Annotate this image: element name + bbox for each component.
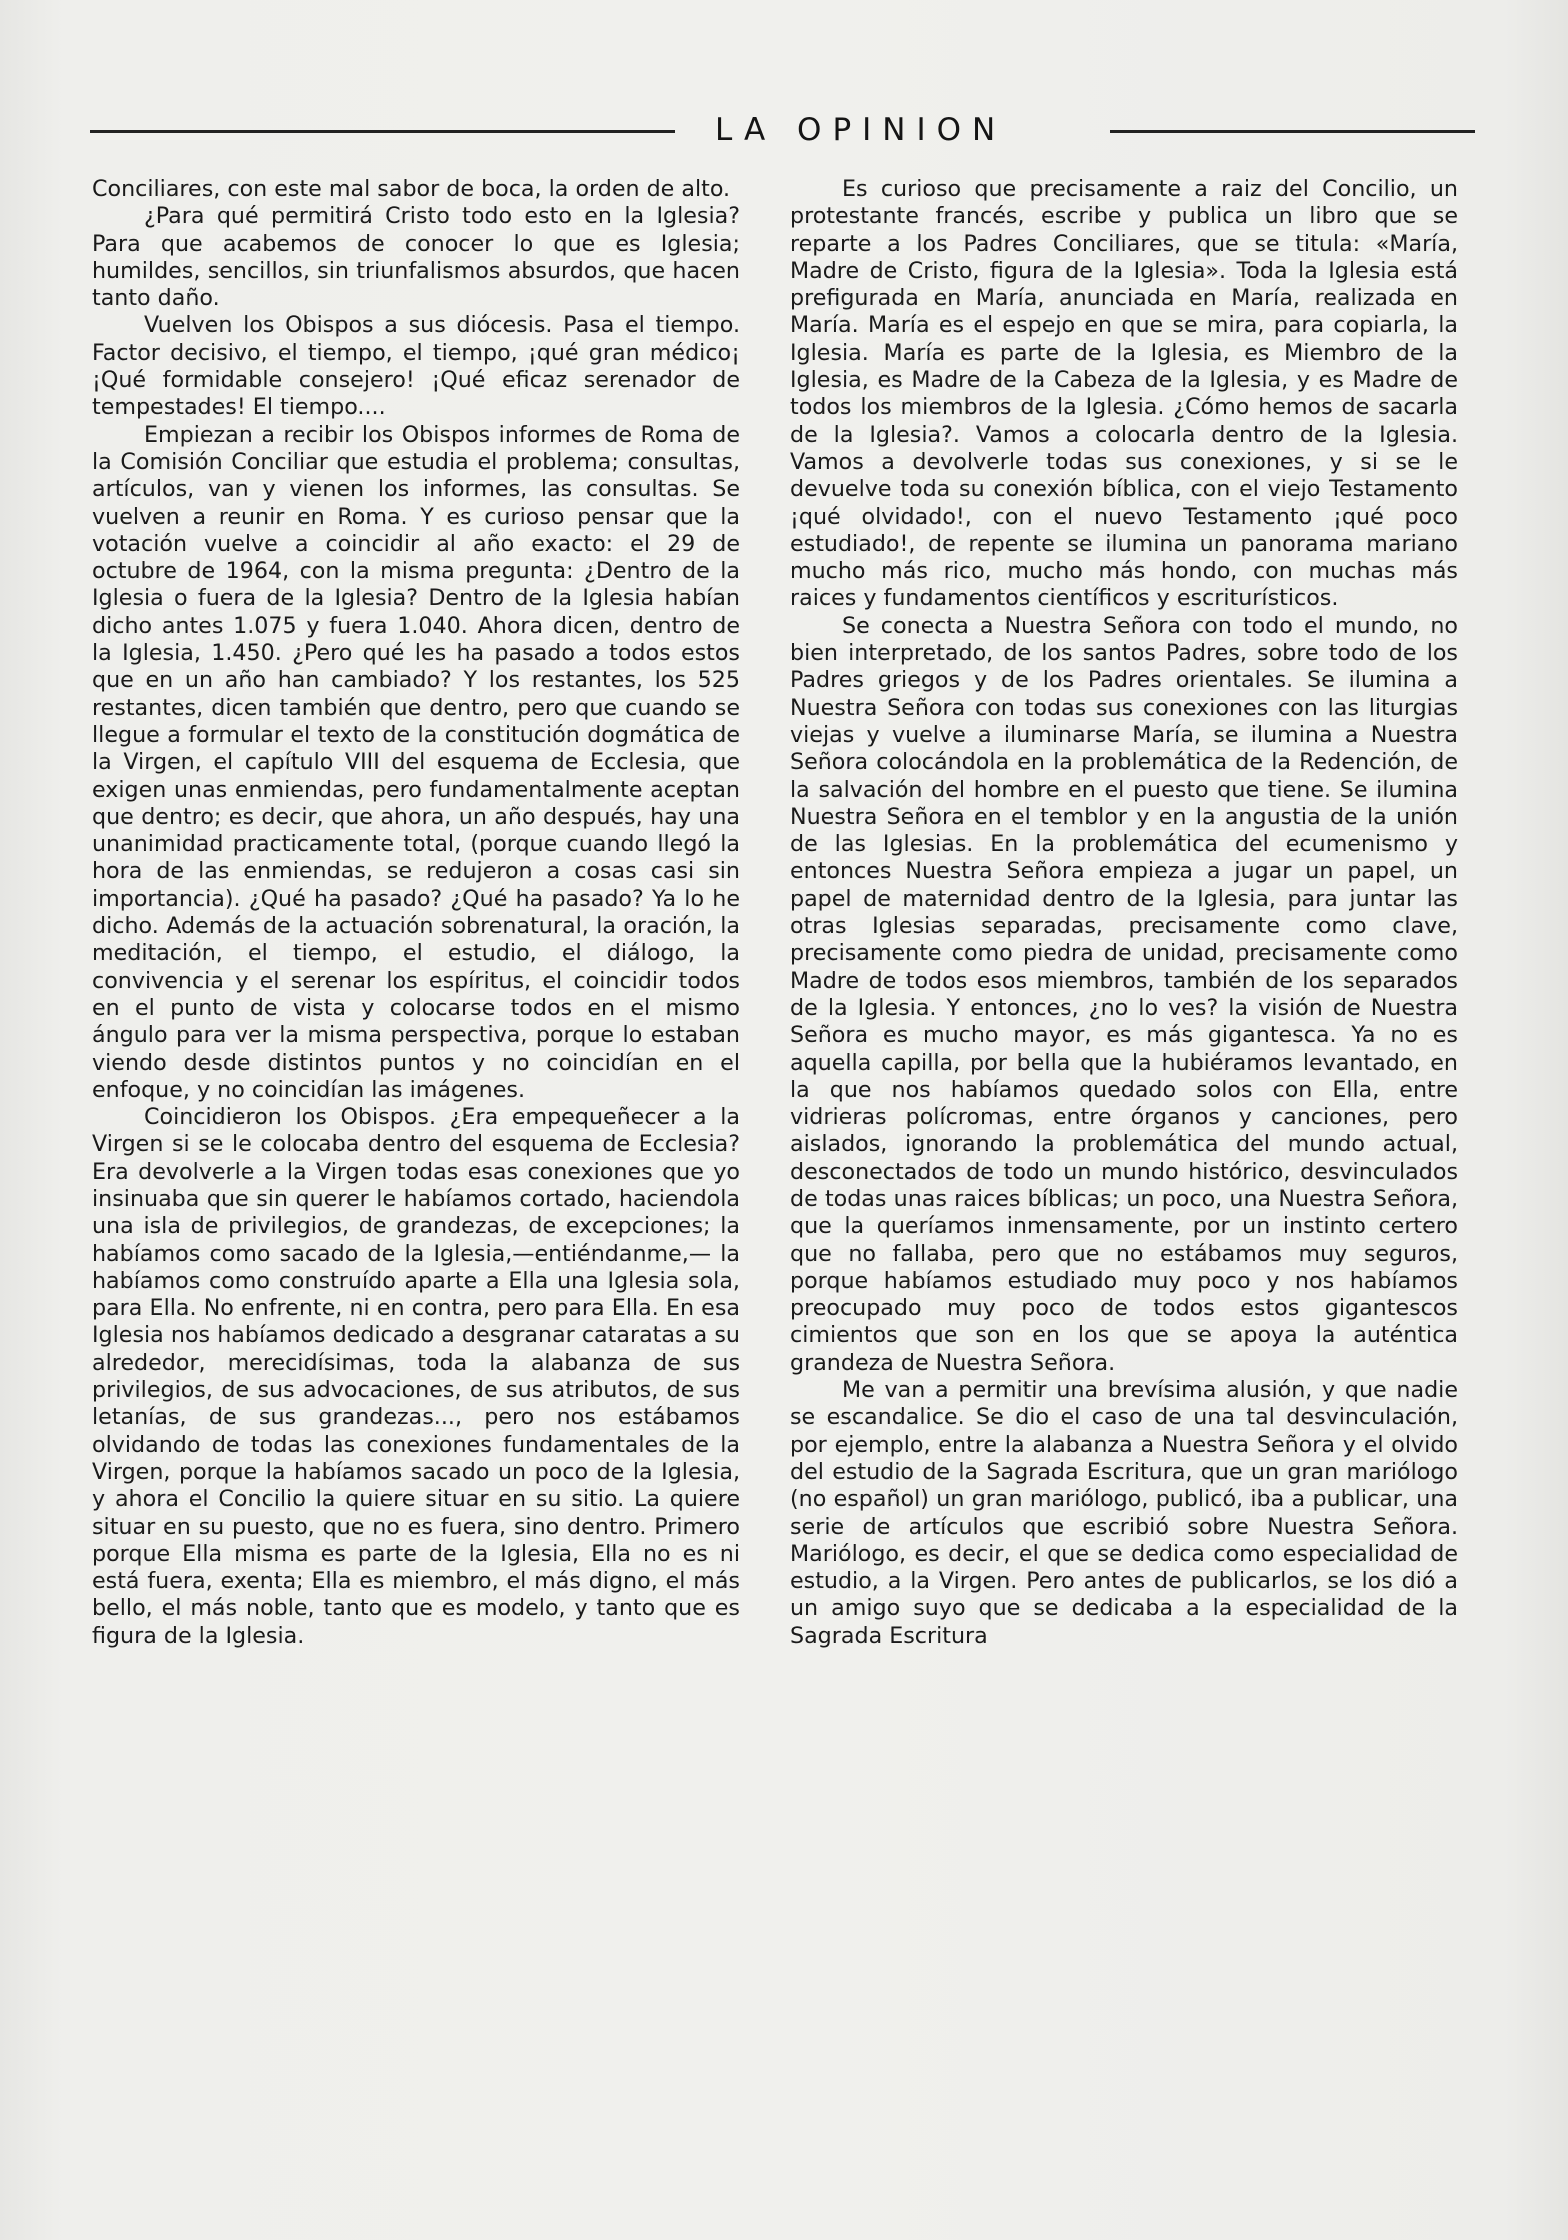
header-rule-right xyxy=(1110,130,1475,133)
paragraph: Vuelven los Obispos a sus diócesis. Pasa el tiempo. Factor decisivo, el tiempo, el tiempo, ¡qué gran médico¡ ¡Qué formidable consejero! ¡Qué eficaz serenador de tempestades! El tiempo.... xyxy=(92,312,740,421)
paragraph: Me van a permitir una brevísima alusión, y que nadie se escandalice. Se dio el caso de una tal desvinculación, por ejemplo, entre la alabanza a Nuestra Señora y el olvido del estudio de la Sagrada Escritura, que un gran mariólogo (no español) un gran mariólogo, publicó, iba a publicar, una serie de artículos que escribió sobre Nuestra Señora. Mariólogo, es decir, el que se dedica como especialidad de estudio, a la Virgen. Pero antes de publicarlos, se los dió a un amigo suyo que se dedicaba a la especialidad de la Sagrada Escritura xyxy=(790,1377,1458,1649)
paragraph: Es curioso que precisamente a raiz del Concilio, un protestante francés, escribe y publica un libro que se reparte a los Padres Conciliares, que se titula: «María, Madre de Cristo, figura de la Iglesia». Toda la Iglesia está prefigurada en María, anunciada en María, realizada en María. María es el espejo en que se mira, para copiarla, la Iglesia. María es parte de la Iglesia, es Miembro de la Iglesia, es Madre de la Cabeza de la Iglesia, y es Madre de todos los miembros de la Iglesia. ¿Cómo hemos de sacarla de la Iglesia?. Vamos a colocarla dentro de la Iglesia. Vamos a devolverle todas sus conexiones, y si se le devuelve toda su conexión bíblica, con el viejo Testamento ¡qué olvidado!, con el nuevo Testamento ¡qué poco estudiado!, de repente se ilumina un panorama mariano mucho más rico, mucho más hondo, con muchas más raices y fundamentos científicos y escriturísticos. xyxy=(790,176,1458,612)
paragraph: Conciliares, con este mal sabor de boca, la orden de alto. xyxy=(92,176,731,202)
text-column-left xyxy=(92,176,740,1650)
publication-title: LA OPINION xyxy=(715,112,1007,148)
paragraph: Se conecta a Nuestra Señora con todo el mundo, no bien interpretado, de los santos Padres, sobre todo de los Padres griegos y de los Padres orientales. Se ilumina a Nuestra Señora con todas sus conexiones con las liturgias viejas y vuelve a iluminarse María, se ilumina a Nuestra Señora colocándola en la problemática de la Redención, de la salvación del hombre en el puesto que tiene. Se ilumina Nuestra Señora en el temblor y en la angustia de la unión de las Iglesias. En la problemática del ecumenismo y entonces Nuestra Señora empieza a jugar un papel, un papel de maternidad dentro de la Iglesia, para juntar las otras Iglesias separadas, precisamente como clave, precisamente como piedra de unidad, precisamente como Madre de todos esos miembros, también de los separados de la Iglesia. Y entonces, ¿no lo ves? la visión de Nuestra Señora es mucho mayor, es más gigantesca. Ya no es aquella capilla, por bella que la hubiéramos levantado, en la que nos habíamos quedado solos con Ella, entre vidrieras polícromas, entre órganos y canciones, pero aislados, ignorando la problemática del mundo actual, desconectados de todo un mundo histórico, desvinculados de todas unas raices bíblicas; un poco, una Nuestra Señora, que la queríamos inmensamente, por un instinto certero que no fallaba, pero que no estábamos muy seguros, porque habíamos estudiado muy poco y nos habíamos preocupado muy poco de todos estos gigantescos cimientos que son en los que se apoya la auténtica grandeza de Nuestra Señora. xyxy=(790,612,1458,1376)
text-column-right xyxy=(790,176,1458,1650)
page-header xyxy=(90,108,1475,152)
paragraph: ¿Para qué permitirá Cristo todo esto en la Iglesia? Para que acabemos de conocer lo que es Iglesia; humildes, sencillos, sin triunfalismos absurdos, que hacen tanto daño. xyxy=(92,203,740,312)
paragraph: Empiezan a recibir los Obispos informes de Roma de la Comisión Conciliar que estudia el problema; consultas, artículos, van y vienen los informes, las consultas. Se vuelven a reunir en Roma. Y es curioso pensar que la votación vuelve a coincidir al año exacto: el 29 de octubre de 1964, con la misma pregunta: ¿Dentro de la Iglesia o fuera de la Iglesia? Dentro de la Iglesia habían dicho antes 1.075 y fuera 1.040. Ahora dicen, dentro de la Iglesia, 1.450. ¿Pero qué les ha pasado a todos estos que en un año han cambiado? Y los restantes, los 525 restantes, dicen también que dentro, pero que cuando se llegue a formular el texto de la constitución dogmática de la Virgen, el capítulo VIII del esquema de Ecclesia, que exigen unas enmiendas, pero fundamentalmente aceptan que dentro; es decir, que ahora, un año después, hay una unanimidad practicamente total, (porque cuando llegó la hora de las enmiendas, se redujeron a cosas casi sin importancia). ¿Qué ha pasado? ¿Qué ha pasado? Ya lo he dicho. Además de la actuación sobrenatural, la oración, la meditación, el tiempo, el estudio, el diálogo, la convivencia y el serenar los espíritus, el coincidir todos en el punto de vista y colocarse todos en el mismo ángulo para ver la misma perspectiva, porque lo estaban viendo desde distintos puntos y no coincidían en el enfoque, y no coincidían las imágenes. xyxy=(92,421,740,1103)
paragraph: Coincidieron los Obispos. ¿Era empequeñecer a la Virgen si se le colocaba dentro del esquema de Ecclesia? Era devolverle a la Virgen todas esas conexiones que yo insinuaba que sin querer le habíamos cortado, haciendola una isla de privilegios, de grandezas, de excepciones; la habíamos como sacado de la Iglesia,—entiéndanme,— la habíamos como construído aparte a Ella una Iglesia sola, para Ella. No enfrente, ni en contra, pero para Ella. En esa Iglesia nos habíamos dedicado a desgranar cataratas a su alrededor, merecidísimas, toda la alabanza de sus privilegios, de sus advocaciones, de sus atributos, de sus letanías, de sus grandezas..., pero nos estábamos olvidando de todas las conexiones fundamentales de la Virgen, porque la habíamos sacado un poco de la Iglesia, y ahora el Concilio la quiere situar en su sitio. La quiere situar en su puesto, que no es fuera, sino dentro. Primero porque Ella misma es parte de la Iglesia, Ella no es ni está fuera, exenta; Ella es miembro, el más digno, el más bello, el más noble, tanto que es modelo, y tanto que es figura de la Iglesia. xyxy=(92,1104,740,1649)
header-rule-left xyxy=(90,130,675,133)
